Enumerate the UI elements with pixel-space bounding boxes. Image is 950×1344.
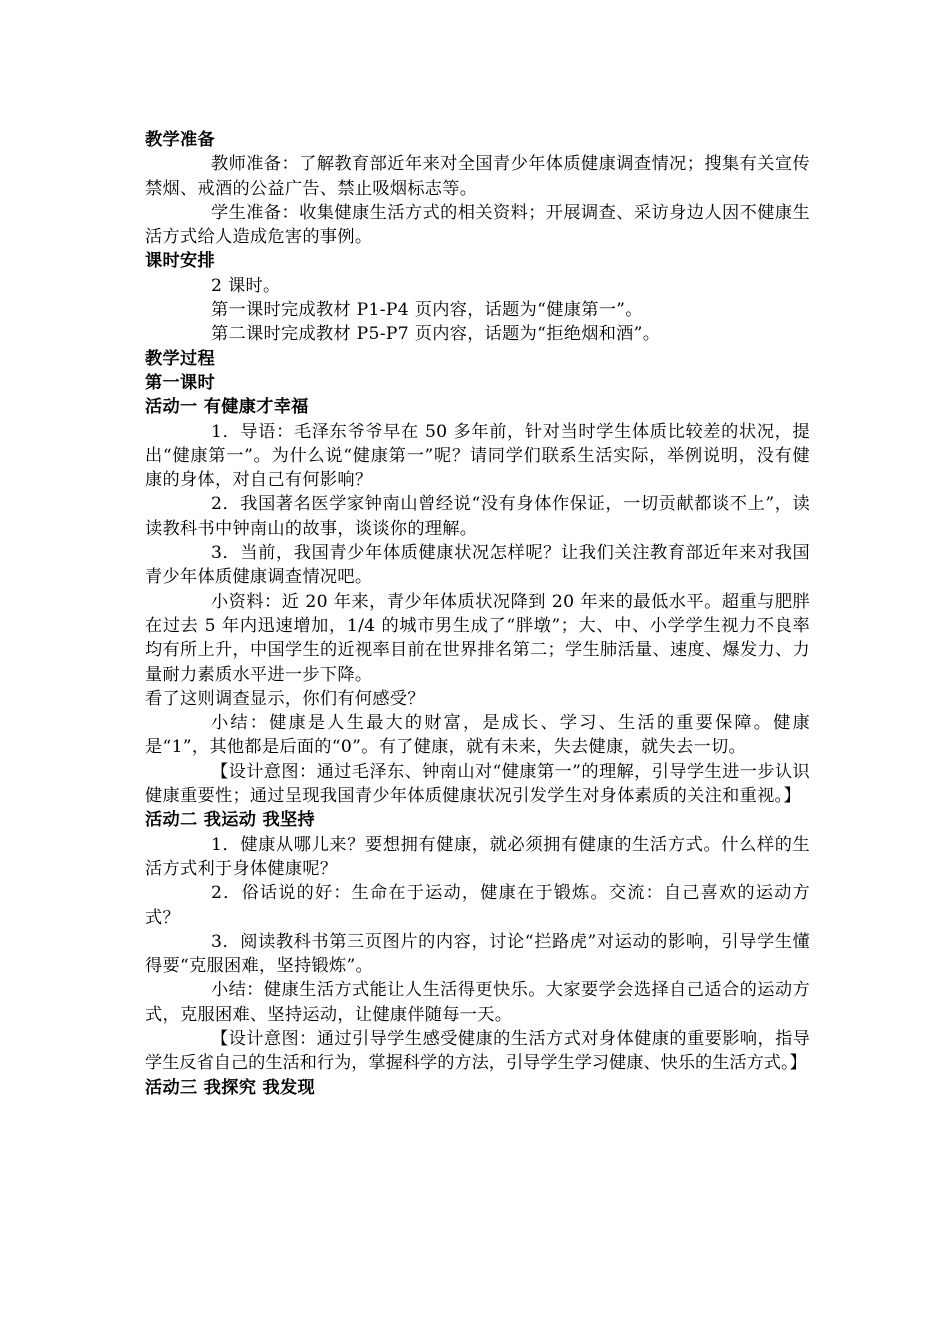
paragraph-activity2-intent: 【设计意图：通过引导学生感受健康的生活方式对身体健康的重要影响，指导学生反省自己的生活和行为，掌握科学的方法，引导学生学习健康、快乐的生活方式。】 [145,1028,810,1074]
paragraph-schedule-total: 2 课时。 [211,275,281,296]
heading-activity-two: 活动二 我运动 我坚持 [145,810,315,831]
paragraph-activity1-summary: 小结：健康是人生最大的财富，是成长、学习、生活的重要保障。健康是“1”，其他都是后面的“0”。有了健康，就有未来，失去健康，就失去一切。 [145,713,810,758]
heading-activity-three: 活动三 我探究 我发现 [145,1077,315,1098]
paragraph-activity2-1: 1．健康从哪儿来？要想拥有健康，就必须拥有健康的生活方式。什么样的生活方式利于身体健康呢？ [145,834,810,879]
paragraph-activity1-1: 1．导语：毛泽东爷爷早在 50 多年前，针对当时学生体质比较差的状况，提出“健康第一”。为什么说“健康第一”呢？请同学们联系生活实际，举例说明，没有健康的身体，对自己有何影响？ [145,421,810,491]
heading-activity-one: 活动一 有健康才幸福 [145,397,309,418]
paragraph-activity1-info: 小资料：近 20 年来，青少年体质状况降到 20 年来的最低水平。超重与肥胖在过去 5 年内迅速增加，1/4 的城市男生成了“胖墩”；大、中、小学学生视力不良率均有所上升，中国学生的近视率目前在世界排名第二；学生肺活量、速度、爆发力、力量耐力素质水平进一步下降。 [145,591,810,685]
heading-lesson-one: 第一课时 [145,372,215,393]
heading-schedule: 课时安排 [145,251,215,272]
paragraph-activity2-3: 3．阅读教科书第三页图片的内容，讨论“拦路虎”对运动的影响，引导学生懂得要“克服困难，坚持锻炼”。 [145,931,810,977]
heading-prep: 教学准备 [145,130,215,150]
paragraph-activity1-3: 3．当前，我国青少年体质健康状况怎样呢？让我们关注教育部近年来对我国青少年体质健康调查情况吧。 [145,543,810,588]
paragraph-teacher-prep: 教师准备：了解教育部近年来对全国青少年体质健康调查情况；搜集有关宣传禁烟、戒酒的公益广告、禁止吸烟标志等。 [145,154,810,199]
paragraph-activity2-summary: 小结：健康生活方式能让人生活得更快乐。大家要学会选择自己适合的运动方式，克服困难、坚持运动，让健康伴随每一天。 [145,980,810,1025]
paragraph-schedule-second: 第二课时完成教材 P5-P7 页内容，话题为“拒绝烟和酒”。 [211,324,661,345]
paragraph-activity1-2: 2．我国著名医学家钟南山曾经说“没有身体作保证，一切贡献都谈不上”，读读教科书中钟南山的故事，谈谈你的理解。 [145,494,810,539]
paragraph-student-prep: 学生准备：收集健康生活方式的相关资料；开展调查、采访身边人因不健康生活方式给人造成危害的事例。 [145,202,810,248]
paragraph-activity1-question: 看了这则调查显示，你们有何感受？ [145,688,425,709]
paragraph-activity1-intent: 【设计意图：通过毛泽东、钟南山对“健康第一”的理解，引导学生进一步认识健康重要性；通过呈现我国青少年体质健康状况引发学生对身体素质的关注和重视。】 [145,761,810,807]
heading-process: 教学过程 [145,348,215,369]
document-page [145,128,810,1100]
paragraph-schedule-first: 第一课时完成教材 P1-P4 页内容，话题为“健康第一”。 [211,300,643,321]
paragraph-activity2-2: 2．俗话说的好：生命在于运动，健康在于锻炼。交流：自己喜欢的运动方式？ [145,883,810,928]
